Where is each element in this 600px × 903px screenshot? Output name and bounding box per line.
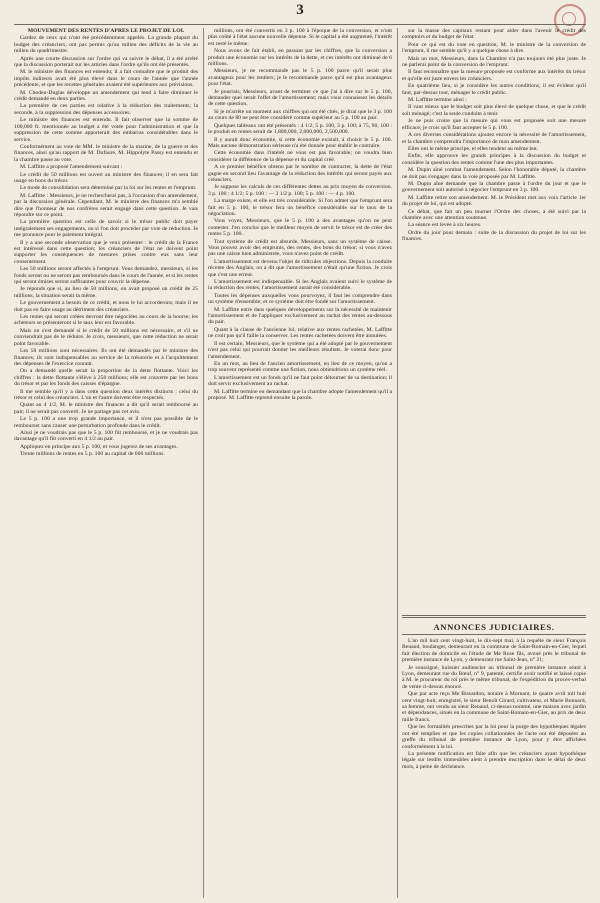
article-paragraph: M. Laffitte entre dans quelques développements sur la nécessité de maintenir l'amortissement et de l'appliquer exclusivement au rachat des rentes au-dessous du pair. bbox=[208, 306, 392, 326]
article-paragraph: Vous voyez, Messieurs, que le 5 p. 100 a des avantages qu'on ne peut contester. J'en conclus que le meilleur moyen de servir le trésor est de créer des rentes 5 p. 100. bbox=[208, 218, 392, 238]
article-paragraph: Ce débat, que fait un peu tourner l'Ordre des choses, a été suivi par la chambre avec une attention soutenue. bbox=[402, 208, 586, 221]
article-paragraph: M. Laffitte termine en demandant que la chambre adopte l'amendement qu'il a proposé. M. Laffitte reprend ensuite la parole. bbox=[208, 388, 392, 401]
column-right bbox=[402, 28, 586, 898]
article-paragraph: Messieurs, je ne recommande pas le 5 p. 100 parce qu'il serait plus avantageux pour les rentiers; je le recommande parce qu'il est plus avantageux pour l'état. bbox=[208, 68, 392, 88]
article-paragraph: En un mot, au lieu de l'ancien amortissement, en lieu de ce moyen, qu'on a trop souvent représenté comme une fiction, nous obtiendrions un système réel. bbox=[208, 360, 392, 374]
article-paragraph: Elles ont le même principe, et elles tendent au même but. bbox=[408, 145, 539, 152]
article-paragraph: M. le ministre des finances est entendu; il a fait connaître que le produit des impôts indirects avait été plus élevé dans le cours de l'année que l'année précédente, et que les recettes générales avaient été supérieures aux prévisions. bbox=[14, 69, 198, 89]
article-paragraph: Les 50 millions sont nécessaires. Ils ont été demandés par le ministre des finances; ils sont indispensables au service de la trésorerie et à l'acquittement des dépenses de l'exercice courant. bbox=[14, 348, 198, 367]
article-paragraph: Conformément au vote de MM. le ministre de la marine, de la guerre et des finances, ainsi qu'au rapport de M. Dufaure, M. Hippolyte Passy est entendu et la chambre passe au vote. bbox=[14, 143, 198, 163]
column-right-annonces bbox=[402, 638, 586, 770]
article-paragraph: Le 5 p. 100 a une trop grande importance, et il n'est pas possible de le rembourser sans causer une perturbation profonde dans le crédit. bbox=[14, 416, 198, 429]
article-paragraph: M. Dupin aîné combat l'amendement. Selon l'honorable député, la chambre ne doit pas s'engager dans la voie proposée par M. Laffitte. bbox=[402, 167, 586, 180]
article-paragraph: Les rentes qui seront créées devront être négociées au cours de la bourse; les acheteurs se présenteront si le taux leur est favorable. bbox=[14, 314, 198, 327]
article-paragraph: Il faut reconnaître que la mesure proposée est conforme aux intérêts du trésor et qu'elle est juste envers les créanciers. bbox=[402, 69, 586, 82]
article-paragraph: Le gouvernement a besoin de ce crédit, et nous le lui accorderons; mais il ne doit pas en faire usage au détriment des créanciers. bbox=[14, 300, 198, 313]
article-paragraph: Il y a une seconde observation que je veux présenter : le crédit de la France est intéressé dans cette question; les créanciers de l'état ne doivent point supporter les conséquences de mesures prises contre eux sans leur consentement. bbox=[14, 239, 198, 265]
article-paragraph: Tout système de crédit est absurde, Messieurs, sans un système de caisse. Vous pouvez avoir des emprunts, des rentes, des bons du trésor; si vous n'avez pas une caisse bien administrée, vous n'avez point de crédit. bbox=[208, 238, 392, 258]
article-paragraph: M. Chodeu-Duglas développe un amendement qui tend à faire diminuer le crédit demandé en deux parties. bbox=[14, 89, 198, 103]
article-paragraph: Toutes les dépenses auxquelles vous pourvoyez, il faut les comprendre dans un système d'ensemble; et ce système doit être fondé sur l'amortissement. bbox=[208, 292, 392, 306]
article-paragraph: M. Dupin aîné demande que la chambre passe à l'ordre du jour et que le gouvernement soit autorisé à négocier l'emprunt en 3 p. 100. bbox=[402, 180, 586, 194]
article-paragraph: Pour ce qui est du vote en question, M. le ministre de la conversion de l'emprunt, il me semble qu'il y a quelque chose à dire. bbox=[402, 41, 586, 55]
article-paragraph: Je réponds que si, au lieu de 50 millions, on avait proposé un crédit de 25 millions, la situation serait la même. bbox=[14, 286, 198, 299]
article-paragraph: Le ministre des finances est entendu. Il fait observer que la somme de 100,000 fr. mentionnée au budget a été votée pour l'administration et que la suppression de cette somme apporterait des embarras considérables dans le service. bbox=[14, 117, 198, 143]
article-paragraph: A ces diverses considérations ajoutez encore la nécessité de l'amortissement, et la chambre comprendra l'importance de mon amendement. bbox=[402, 132, 586, 145]
article-paragraph: Après une courte discussion sur l'ordre qui va suivre le débat, il a été arrêté que la discussion porterait sur les articles dans l'ordre qu'ils ont été présentés. bbox=[14, 55, 198, 69]
page-number: 3 bbox=[296, 2, 304, 18]
article-paragraph: Quant à la clause de l'ancienne loi, relative aux rentes rachetées, M. Laffitte ne croit pas qu'il faille la conserver. Les rentes rachetées doivent être annulées. bbox=[208, 326, 392, 340]
article-paragraph: Le crédit de 50 millions est ouvert au ministre des finances; il en sera fait usage en bons du trésor. bbox=[14, 171, 198, 184]
article-paragraph: L'amortissement est devenu l'objet de ridicules objections. Depuis la conduite récente des Anglais, on a dit que l'amortissement n'était qu'une fiction. Je crois que c'est une erreur. bbox=[208, 258, 392, 278]
article-paragraph: Les 50 millions seront affectés à l'emprunt. Vous demandez, messieurs, si les fonds seront ou ne seront pas remboursés dans le cours de l'année, et si les rentes qui seront émises seront suffisantes pour couvrir la dépense. bbox=[14, 266, 198, 286]
column-divider bbox=[203, 28, 204, 898]
article-paragraph: En quatrième lieu, si je considère les autres conditions, il est évident qu'il faut, par-dessus tout, ménager le crédit public. bbox=[402, 83, 586, 96]
article-paragraph: Ordre du jour pour demain : suite de la discussion du projet de loi sur les finances. bbox=[402, 229, 586, 243]
article-paragraph: Mais un mot, Messieurs, dans la Chambre n'a pas toujours été plus juste. Je ne parlerai point de la conversion de l'emprunt. bbox=[402, 55, 586, 69]
article-paragraph: Quant au 4 1/2, M. le ministre des finances a dit qu'il serait remboursé au pair; il ne serait pas converti. Je ne partage pas cet avis. bbox=[14, 402, 198, 415]
article-paragraph: Je pourrais, Messieurs, avant de terminer ce que j'ai à dire sur le 5 p. 100, demander quel serait l'effet de l'amortissement; mais vous connaissez les détails de cette question. bbox=[208, 88, 392, 108]
article-paragraph: L'amortissement est un fonds qu'il ne faut point détourner de sa destination; il doit servir exclusivement au rachat. bbox=[208, 374, 392, 388]
article-paragraph: Mais on s'est demandé si le crédit de 50 millions est nécessaire, et s'il ne conviendrait pas de le réduire. Je crois, messieurs, que cette réduction ne serait point favorable. bbox=[14, 327, 198, 347]
article-paragraph: sur la masse des capitaux restant pour aider dans l'avenir le crédit des comptoirs et du budget de l'état. bbox=[402, 28, 586, 41]
article-heading: MOUVEMENT DES RENTES D'APRÈS LE PROJET DE LOI. bbox=[27, 28, 185, 34]
article-paragraph: Quelques tableaux ont été présentés : 4 1/2, 5 p. 100, 3 p. 100; à 75, 90, 100 : le produit en rentes serait de 1,800,000, 2,000,000, 2,500,000. bbox=[208, 122, 392, 136]
article-paragraph: Que les formalités prescrites par la loi pour la purge des hypothèques légales ont été remplies et que les copies collationnées de l'acte ont été déposées au greffe du tribunal de première instance de Lyon, pour y être affichées conformément à la loi. bbox=[402, 724, 586, 750]
article-paragraph: La présente notification est faite afin que les créanciers ayant hypothèque légale sur lesdits immeubles aient à prendre inscription dans le délai de deux mois, à peine de déchéance. bbox=[402, 750, 586, 770]
section-rule bbox=[402, 634, 586, 635]
article-paragraph: Il vaut mieux que le budget soit plus élevé de quelque chose, et que le crédit soit ménagé; c'est la seule conduite à tenir. bbox=[402, 104, 586, 117]
article-paragraph: La première question est celle de savoir si le trésor public doit payer intégralement ses engagements, ou si l'on doit procéder par voie de réduction. Je me prononce pour le paiement intégral. bbox=[14, 219, 198, 239]
article-paragraph: Je suppose les calculs de ces différentes dettes au prix moyen de conversion. 3 p. 100 : 4 1/2; 5 p. 100 : — 3 1/2 p. 100; 5 p. 100 : — 4 p. 100. bbox=[208, 184, 392, 197]
section-rule bbox=[402, 615, 586, 618]
column-divider bbox=[397, 28, 398, 898]
article-paragraph: Appliquez en principe aux 5 p. 100, et vous jugerez de ses avantages. bbox=[20, 443, 178, 450]
article-paragraph: Le mode de consolidation sera déterminé par la loi sur les rentes et l'emprunt. bbox=[20, 185, 197, 192]
article-paragraph: Ainsi je ne voudrais pas que le 5 p. 100 fût remboursé, et je ne voudrais pas davantage qu'il fût converti en 4 1/2 au pair. bbox=[14, 429, 198, 443]
article-paragraph: Je soussigné, huissier audiencier au tribunal de première instance séant à Lyon, demeurant rue du Bœuf, n° 9, patenté, certifie avoir notifié et laissé copie à M. le procureur du roi près le même tribunal, de l'expédition du procès-verbal de vente ci-dessus énoncé. bbox=[402, 664, 586, 690]
article-paragraph: M. Laffitte termine ainsi : bbox=[408, 97, 467, 104]
article-paragraph: Que par acte reçu Me Bissardon, notaire à Mornant, le quatre avril mil huit cent vingt-huit, enregistré, le sieur Benoît Girard, cultivateur, et Marie Bonnard, sa femme, ont vendu au sieur Renaud, ci-dessus nommé, une maison avec jardin et dépendances, situés en la commune de Saint-Romain-en-Gier, au prix de deux mille francs. bbox=[402, 691, 586, 723]
article-paragraph: Gardez de ceux qui n'ont été précédemment appelés. La grande plupart du budget des créanciers, ont pas permis qu'au milieu des déficits de la vie au milieu du quadrimestre. bbox=[14, 35, 198, 55]
column-right-debate bbox=[402, 28, 586, 613]
column-middle bbox=[208, 28, 392, 898]
article-paragraph: Trente millions de rentes en 5 p. 100 au capital de 600 millions. bbox=[20, 451, 165, 458]
article-columns bbox=[14, 28, 586, 898]
article-paragraph: A ce premier bénéfice obtenu par le nombre de contracter, la dette de l'état gagne en second lieu l'avantage de la réduction des intérêts qui seront payés aux créanciers. bbox=[208, 164, 392, 183]
article-paragraph: On a demandé quelle serait la proportion de la dette flottante. Voici les chiffres : la dette flottante s'élève à 250 millions; elle est couverte par les bons du trésor et par les fonds des caisses d'épargne. bbox=[14, 368, 198, 388]
article-paragraph: Nous avons de fait établi, en passant par les chiffres, que la conversion a produit une économie sur les intérêts de la dette, et ces intérêts ont diminué de 6 millions. bbox=[208, 48, 392, 68]
article-paragraph: millions, ont été convertis en 3 p. 100 à l'époque de la conversion, et n'ont plus coûté à l'état aucune nouvelle dépense. Si le capital a été augmenté, l'intérêt est resté le même. bbox=[208, 28, 392, 47]
section-title-annonces: ANNONCES JUDICIAIRES. bbox=[433, 622, 555, 632]
column-left bbox=[14, 28, 198, 898]
article-paragraph: Cette économie dans l'intérêt ne vous est pas favorable; on voudra bien considérer la différence de la dépense et du capital créé. bbox=[208, 150, 392, 163]
header-rule bbox=[14, 24, 586, 25]
article-paragraph: Il me semble qu'il y a dans cette question deux intérêts distincts : celui du trésor et celui des créanciers. L'un et l'autre doivent être respectés. bbox=[14, 388, 198, 401]
article-paragraph: M. Laffitte a proposé l'amendement suivant : bbox=[20, 164, 123, 171]
article-paragraph: Je ne puis croire que la mesure qui vous est proposée soit une mesure efficace; je crois qu'il faut accepter le 5 p. 100. bbox=[402, 118, 586, 131]
article-paragraph: M. Laffitte : Messieurs, je ne rechercherai pas, à l'occasion d'un amendement, par la discussion générale. Cependant, M. le ministre des finances m'a semblé dire que l'honneur de nos confrères serait engagé dans cette question. Je vais répondre sur ce point. bbox=[14, 192, 198, 218]
article-paragraph: Enfin, elle approuve les grands principes à la discussion du budget et considère la question des rentes comme l'une des plus importantes. bbox=[402, 153, 586, 166]
article-paragraph: M. Laffitte retire son amendement. M. le Président met aux voix l'article 1er du projet de loi, qui est adopté. bbox=[402, 194, 586, 208]
article-paragraph: La marge existe, et elle est très considérable. Si l'on admet que l'emprunt sera fait en 5 p. 100, le trésor fera un bénéfice considérable sur le taux de la négociation. bbox=[208, 198, 392, 217]
article-paragraph: Si je m'arrête un moment aux chiffres qui ont été cités, je dirai que le 3 p. 100 au cours de 80 ne peut être considéré comme supérieur au 5 p. 100 au pair. bbox=[208, 108, 392, 122]
article-paragraph: L'an mil huit cent vingt-huit, le dix-sept mai, à la requête de sieur François Renaud, boulanger, demeurant en la commune de Saint-Romain-en-Gier, lequel fait élection de domicile en l'étude de Me Rose fils, avoué près le tribunal de première instance de Lyon, y demeurant rue Saint-Jean, n° 21; bbox=[402, 638, 586, 664]
article-paragraph: L'amortissement est indispensable. Si les Anglais avaient suivi le système de la réduction des rentes, l'amortissement aurait été considérable. bbox=[208, 279, 392, 292]
article-paragraph: La séance est levée à six heures. bbox=[408, 222, 482, 229]
article-paragraph: La première de ces parties est relative à la réduction des traitements; la seconde, à la suppression des dépenses accessoires. bbox=[14, 103, 198, 116]
article-paragraph: Il y aurait donc économie, si cette économie existait, à choisir le 5 p. 100. Mais aucune démonstration sérieuse n'a été donnée pour établir le contraire. bbox=[208, 136, 392, 149]
article-paragraph: Il est certain, Messieurs, que le système qui a été adopté par le gouvernement n'est pas celui qui pourrait donner les meilleurs résultats. Je voterai donc pour l'amendement. bbox=[208, 340, 392, 360]
